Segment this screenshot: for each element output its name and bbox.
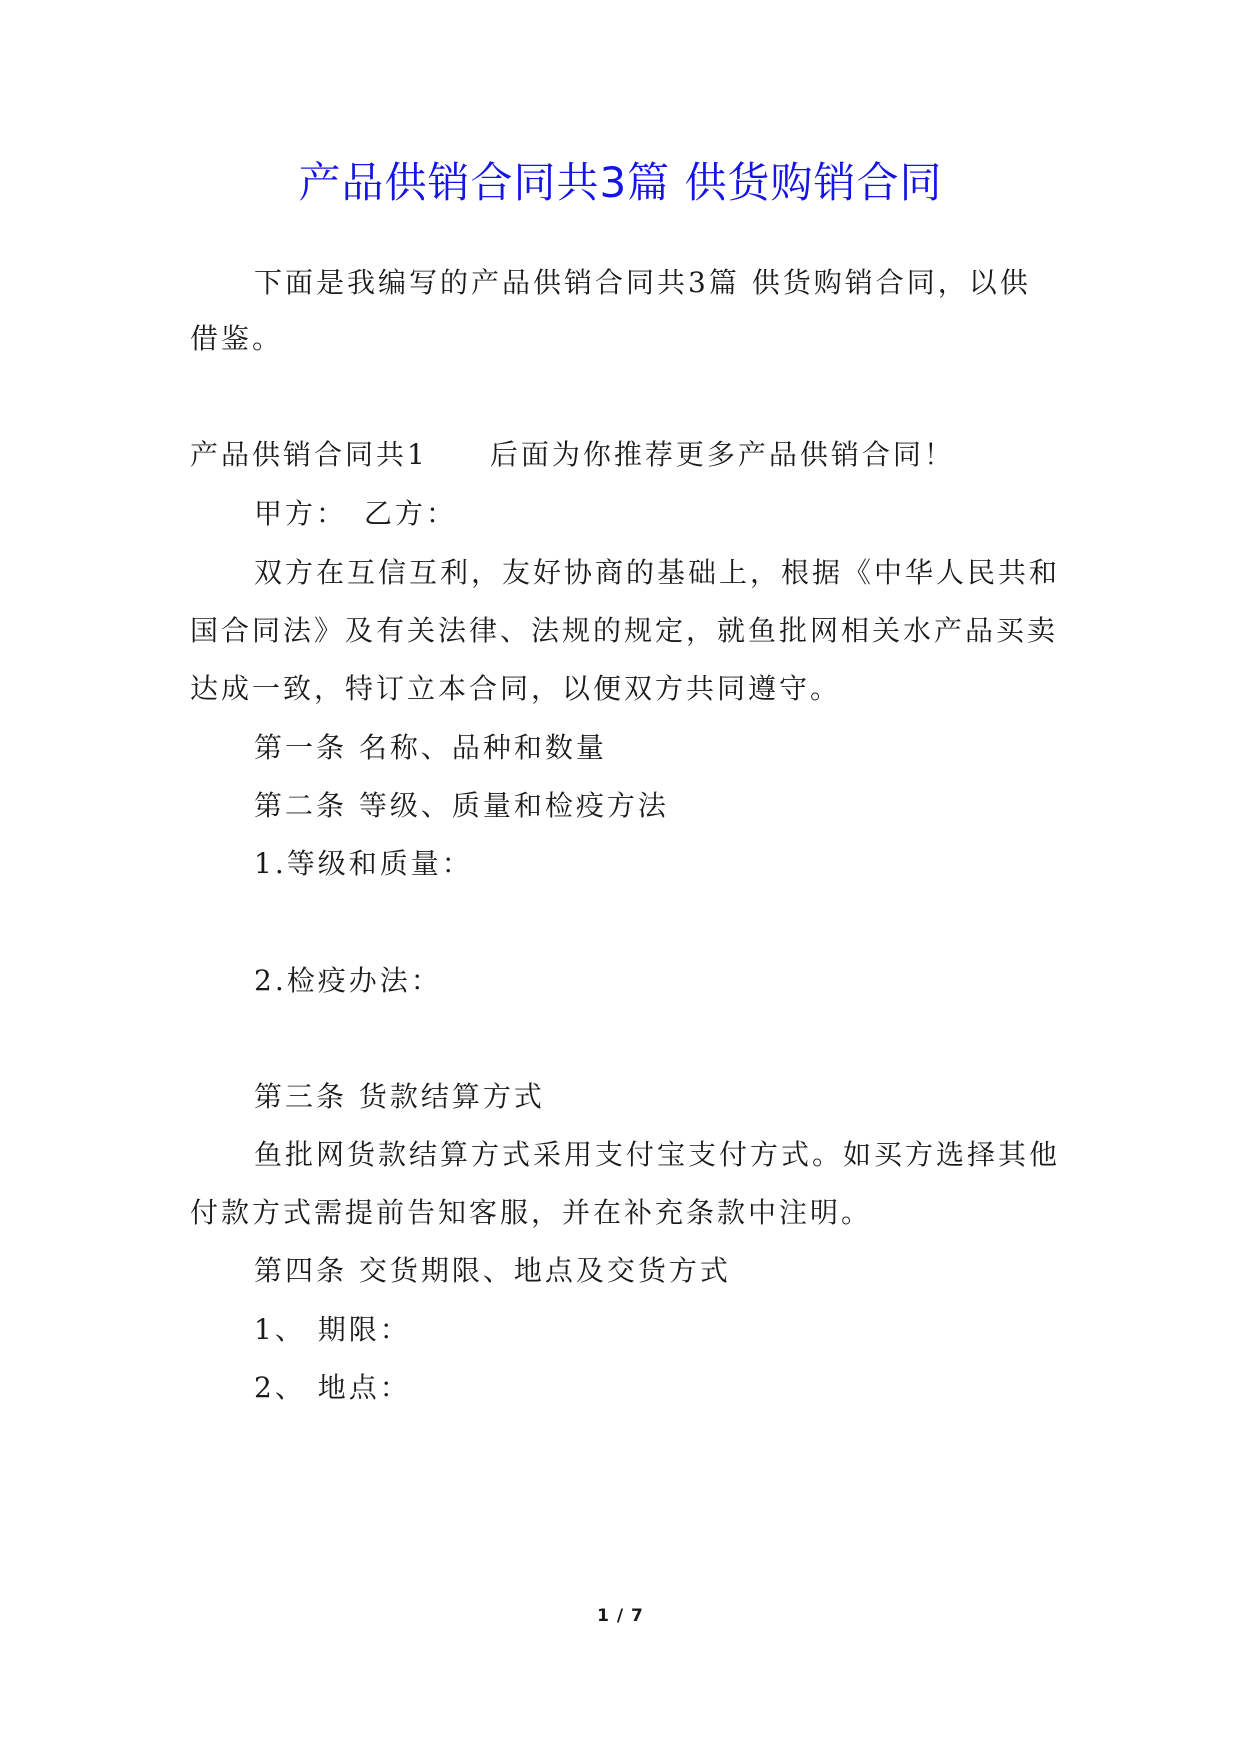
document-title: 产品供销合同共3篇 供货购销合同 xyxy=(298,158,943,207)
contract-heading: 产品供销合同共1 后面为你推荐更多产品供销合同！ xyxy=(190,438,955,471)
article-2-item-1: 1.等级和质量： xyxy=(254,847,473,880)
article-2-item-2: 2.检疫办法： xyxy=(254,964,442,997)
article-1-heading: 第一条 名称、品种和数量 xyxy=(254,731,607,764)
preamble-line-2: 国合同法》及有关法律、法规的规定，就鱼批网相关水产品买卖 xyxy=(190,614,1059,647)
preamble-line-3: 达成一致，特订立本合同，以便双方共同遵守。 xyxy=(190,672,842,705)
article-3-body-1: 鱼批网货款结算方式采用支付宝支付方式。如买方选择其他 xyxy=(254,1138,1061,1171)
intro-line-2: 借鉴。 xyxy=(190,322,284,355)
parties-line: 甲方： 乙方： xyxy=(254,497,458,530)
article-2-heading: 第二条 等级、质量和检疫方法 xyxy=(254,789,669,822)
article-4-item-1: 1、 期限： xyxy=(254,1313,411,1346)
article-4-item-2: 2、 地点： xyxy=(254,1371,411,1404)
page-indicator: 1 / 7 xyxy=(597,1606,644,1626)
article-3-heading: 第三条 货款结算方式 xyxy=(254,1080,545,1113)
preamble-line-1: 双方在互信互利，友好协商的基础上，根据《中华人民共和 xyxy=(254,556,1061,589)
article-3-body-2: 付款方式需提前告知客服，并在补充条款中注明。 xyxy=(190,1196,873,1229)
intro-line-1: 下面是我编写的产品供销合同共3篇 供货购销合同，以供 xyxy=(254,266,1031,299)
article-4-heading: 第四条 交货期限、地点及交货方式 xyxy=(254,1254,731,1287)
